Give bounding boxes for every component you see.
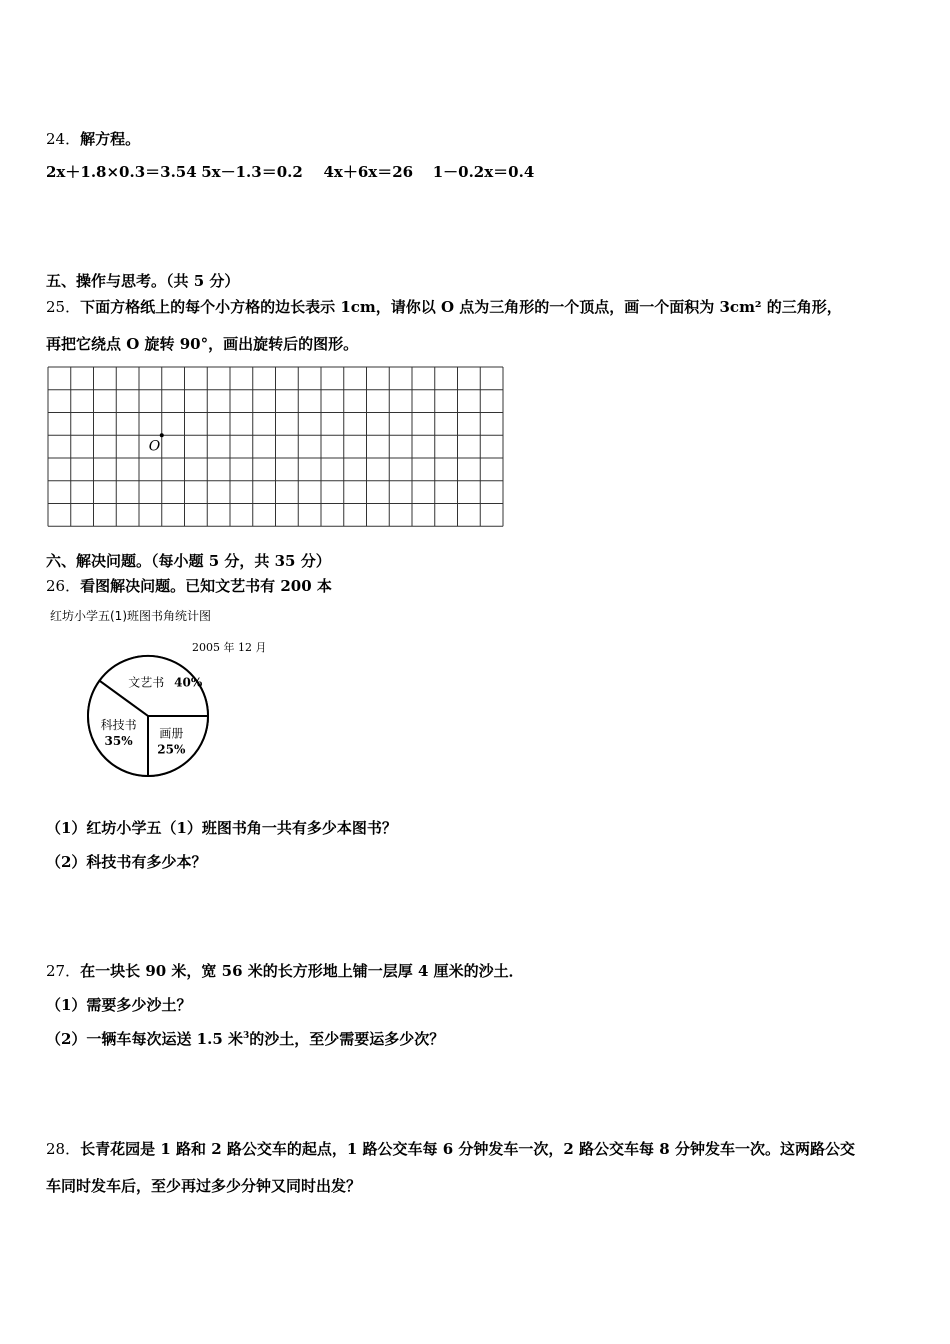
point-o-label: O: [148, 438, 161, 455]
q26-title: 看图解决问题。已知文艺书有 200 本: [80, 577, 332, 595]
q28-number: 28．: [46, 1140, 81, 1158]
q26-sub2: （2）科技书有多少本？: [46, 853, 207, 871]
q27-sub2: [46, 1028, 444, 1049]
q27-sub2-post: 的沙土，至少需要运多少次？: [249, 1030, 445, 1048]
q25-text-line1: 下面方格纸上的每个小方格的边长表示 1cm，请你以 O 点为三角形的一个顶点，画一个面积为 3cm² 的三角形，: [80, 298, 842, 316]
chart-subtitle: 2005 年 12 月: [192, 641, 267, 654]
pie-label-文艺书: 文艺书: [128, 675, 165, 690]
q26-sub1: （1）红坊小学五（1）班图书角一共有多少本图书？: [46, 819, 397, 837]
pie-chart: [46, 600, 306, 790]
q25-number: 25．: [46, 298, 81, 316]
q24-heading: [46, 128, 140, 149]
pie-percent-画册: 25%: [157, 742, 186, 757]
pie-percent-文艺书: 40%: [174, 675, 203, 690]
q24-equations: [46, 161, 534, 182]
equation-4: 1－0.2x＝0.4: [432, 163, 535, 181]
chart-title: 红坊小学五(1)班图书角统计图: [50, 609, 211, 623]
equation-2: 5x－1.3＝0.2: [201, 163, 303, 181]
q27-title: 在一块长 90 米，宽 56 米的长方形地上铺一层厚 4 厘米的沙土．: [80, 962, 524, 980]
q26-heading: [46, 575, 332, 596]
point-o: [160, 433, 164, 437]
q24-title: 解方程。: [80, 130, 141, 148]
q27-number: 27．: [46, 962, 81, 980]
q28-line2: 车同时发车后，至少再过多少分钟又同时出发？: [46, 1177, 362, 1195]
q25-line2: 再把它绕点 O 旋转 90°，画出旋转后的图形。: [46, 335, 359, 353]
pie-label-画册: 画册: [159, 726, 184, 741]
pie-label-科技书: 科技书: [100, 717, 137, 732]
q27-sub2-pre: （2）一辆车每次运送 1.5 米: [46, 1030, 243, 1048]
q27-heading: [46, 960, 524, 981]
q24-number: 24．: [46, 130, 81, 148]
q28-text-line1: 长青花园是 1 路和 2 路公交车的起点，1 路公交车每 6 分钟发车一次，2 路公交车每 8 分钟发车一次。这两路公交: [80, 1140, 855, 1158]
q27-sub2-sup: 3: [242, 1031, 250, 1041]
q25-line1: [46, 296, 842, 317]
equation-3: 4x＋6x＝26: [323, 163, 414, 181]
q26-number: 26．: [46, 577, 81, 595]
section6-heading: 六、解决问题。（每小题 5 分，共 35 分）: [46, 552, 331, 570]
q28-line1: [46, 1138, 855, 1159]
equation-1: 2x＋1.8×0.3＝3.54: [46, 163, 197, 181]
pie-percent-科技书: 35%: [104, 733, 133, 748]
grid-paper: [47, 366, 507, 528]
q27-sub1: （1）需要多少沙土？: [46, 996, 192, 1014]
section5-heading: 五、操作与思考。（共 5 分）: [46, 272, 240, 290]
